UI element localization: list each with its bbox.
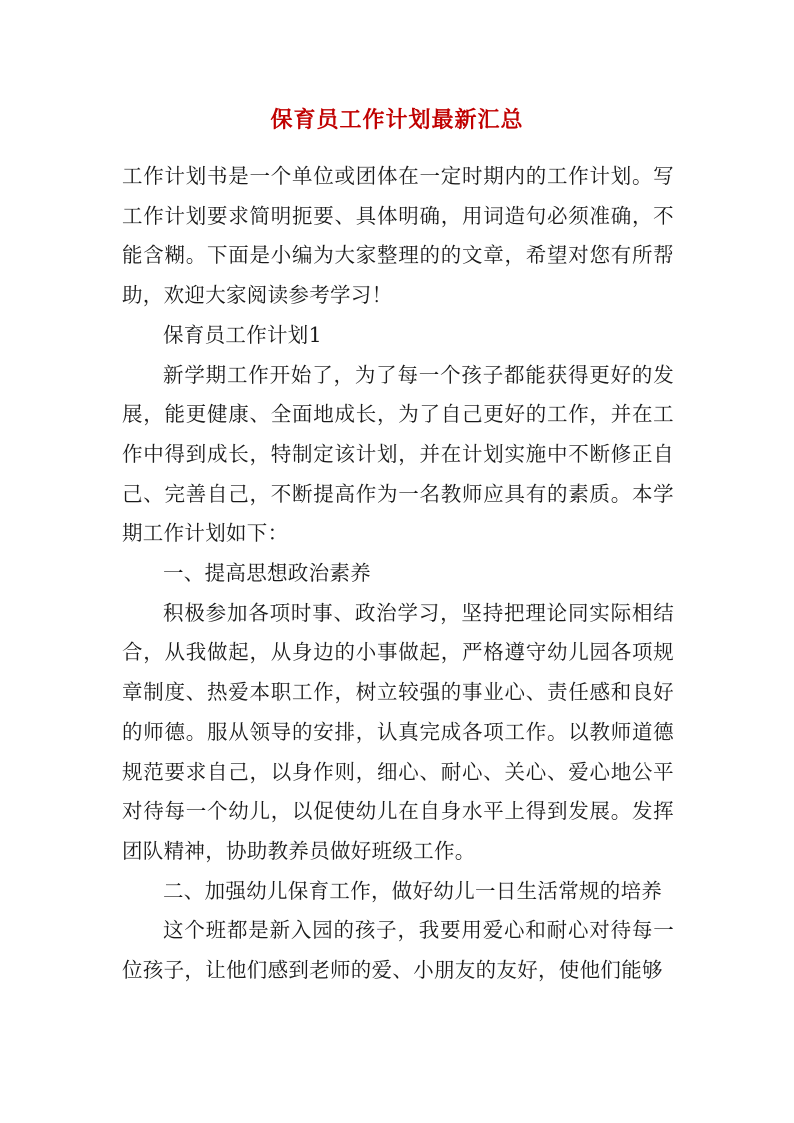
document-body bbox=[122, 157, 674, 991]
body-paragraph: 积极参加各项时事、政治学习，坚持把理论同实际相结合，从我做起，从身边的小事做起，严格遵守幼儿园各项规章制度、热爱本职工作，树立较强的事业心、责任感和良好的师德。服从领导的安排，认真完成各项工作。以教师道德规范要求自己，以身作则，细心、耐心、关心、爱心地公平对待每一个幼儿，以促使幼儿在自身水平上得到发展。发挥团队精神，协助教养员做好班级工作。 bbox=[122, 600, 674, 863]
body-paragraph: 新学期工作开始了，为了每一个孩子都能获得更好的发展，能更健康、全面地成长，为了自己更好的工作，并在工作中得到成长，特制定该计划，并在计划实施中不断修正自己、完善自己，不断提高作为一名教师应具有的素质。本学期工作计划如下： bbox=[122, 362, 674, 546]
body-paragraph: 这个班都是新入园的孩子，我要用爱心和耐心对待每一位孩子，让他们感到老师的爱、小朋友的友好，使他们能够 bbox=[122, 918, 674, 983]
intro-paragraph: 工作计划书是一个单位或团体在一定时期内的工作计划。写工作计划要求简明扼要、具体明确，用词造句必须准确，不能含糊。下面是小编为大家整理的的文章，希望对您有所帮助，欢迎大家阅读参考学习！ bbox=[122, 164, 674, 308]
section-heading-2: 二、加强幼儿保育工作，做好幼儿一日生活常规的培养 bbox=[163, 878, 663, 903]
section-heading-1: 一、提高思想政治素养 bbox=[163, 561, 371, 586]
section-heading-plan-1: 保育员工作计划1 bbox=[163, 322, 322, 347]
document-title: 保育员工作计划最新汇总 bbox=[270, 107, 524, 133]
